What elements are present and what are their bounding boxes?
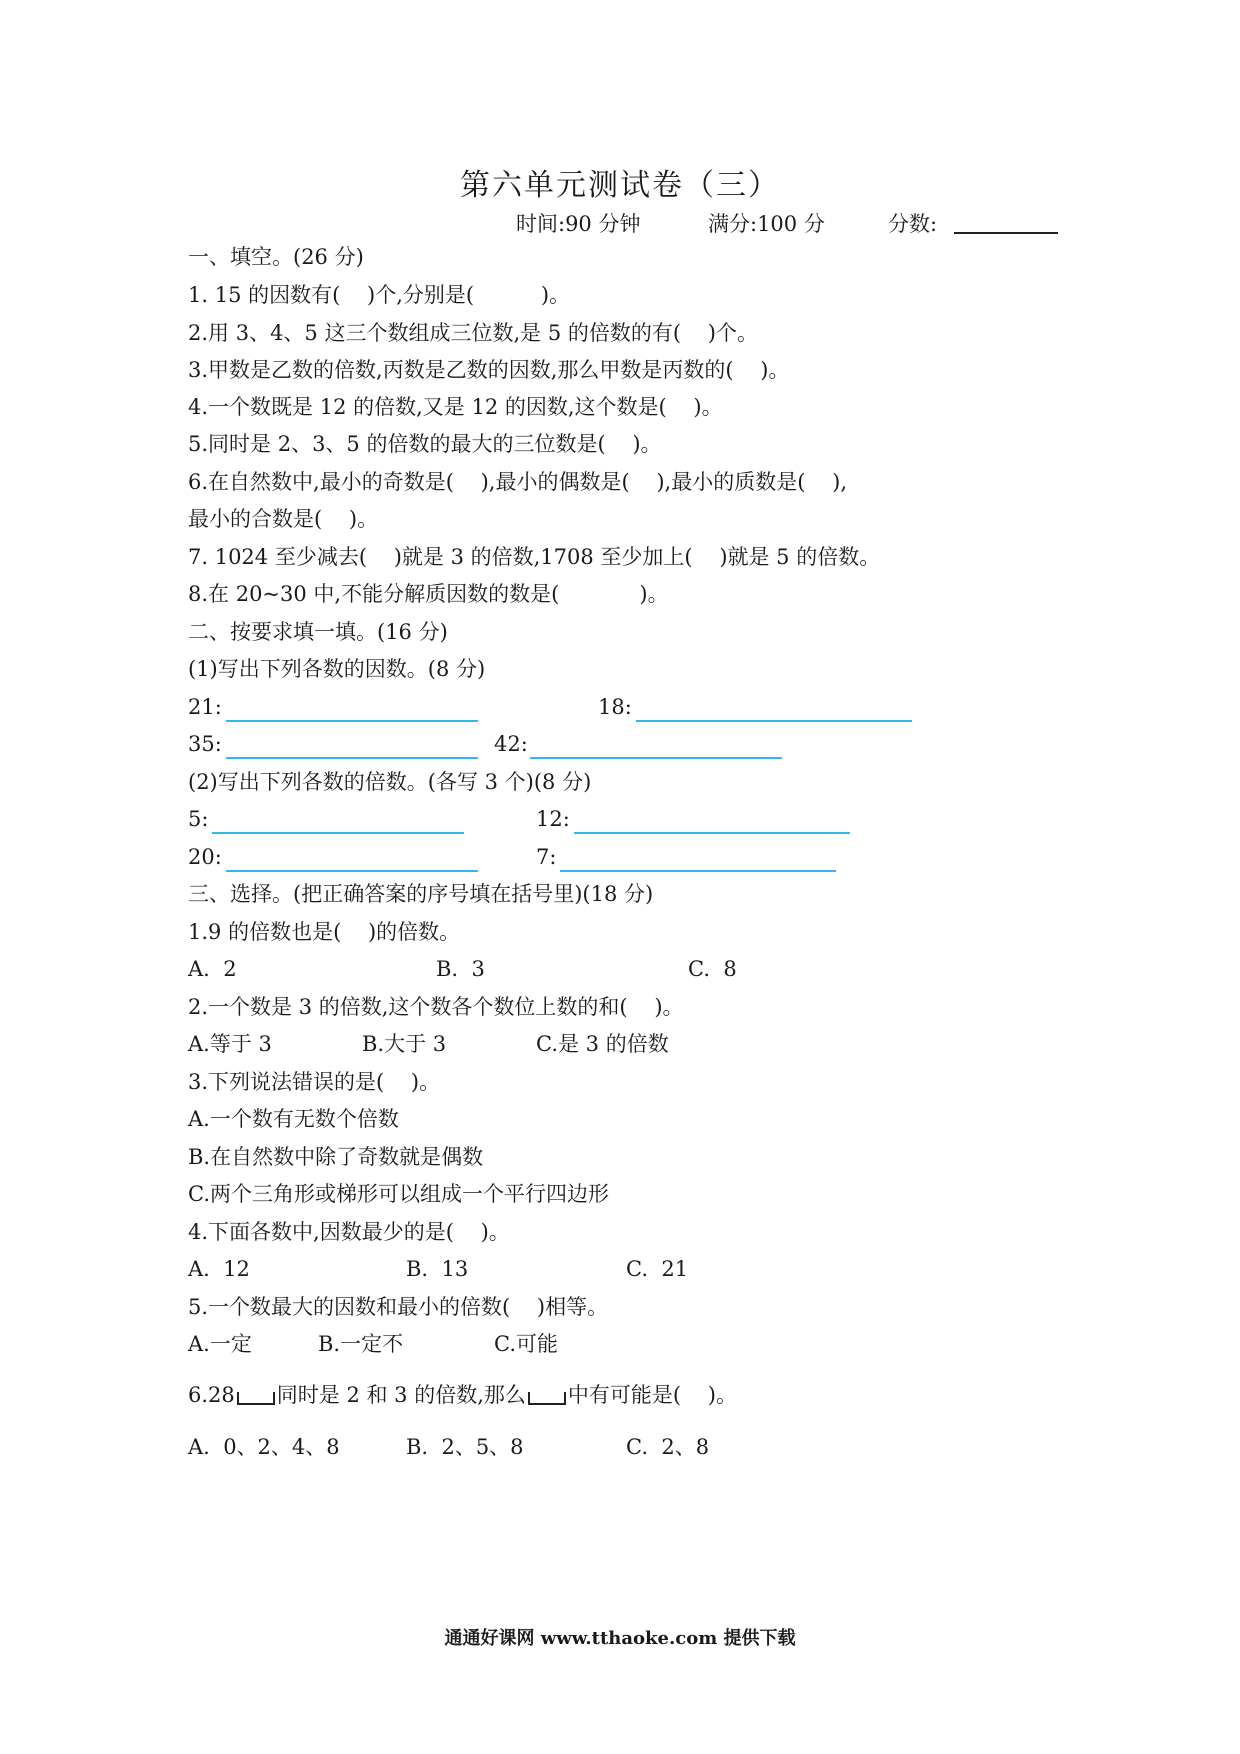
option-3-4-a: A. 12 [188, 1257, 250, 1281]
page-title: 第六单元测试卷（三） [460, 168, 780, 203]
section-1-heading: 一、填空。(26 分) [188, 245, 364, 269]
answer-line-21[interactable] [226, 720, 478, 722]
option-3-5-c: C.可能 [494, 1332, 558, 1356]
score-blank[interactable] [954, 232, 1058, 234]
label-35: 35: [188, 732, 222, 756]
option-3-5-b: B.一定不 [318, 1332, 404, 1356]
answer-line-12[interactable] [574, 832, 850, 834]
part-2-1-heading: (1)写出下列各数的因数。(8 分) [188, 657, 486, 681]
label-12: 12: [536, 807, 570, 831]
label-7: 7: [536, 845, 557, 869]
option-3-6-a: A. 0、2、4、8 [188, 1435, 340, 1459]
digit-box[interactable] [528, 1392, 566, 1405]
question-3-6 [188, 1380, 737, 1410]
option-3-2-c: C.是 3 的倍数 [536, 1032, 669, 1056]
full-score: 满分:100 分 [708, 212, 825, 236]
answer-line-20[interactable] [226, 870, 478, 872]
question-3-1: 1.9 的倍数也是( )的倍数。 [188, 920, 461, 944]
question-1-6: 6.在自然数中,最小的奇数是( ),最小的偶数是( ),最小的质数是( ), [188, 470, 847, 494]
question-3-4: 4.下面各数中,因数最少的是( )。 [188, 1220, 510, 1244]
question-1-8: 8.在 20~30 中,不能分解质因数的数是( )。 [188, 582, 669, 606]
question-1-2: 2.用 3、4、5 这三个数组成三位数,是 5 的倍数的有( )个。 [188, 321, 758, 345]
option-3-3-a: A.一个数有无数个倍数 [188, 1107, 399, 1131]
question-3-6-part2: 同时是 2 和 3 的倍数,那么 [276, 1383, 526, 1407]
footer-source: 通通好课网 www.tthaoke.com 提供下载 [444, 1628, 796, 1649]
answer-line-18[interactable] [636, 720, 912, 722]
answer-line-42[interactable] [530, 757, 782, 759]
score-label: 分数: [888, 212, 938, 236]
option-3-4-b: B. 13 [406, 1257, 469, 1281]
option-3-1-a: A. 2 [188, 957, 237, 981]
question-1-7: 7. 1024 至少减去( )就是 3 的倍数,1708 至少加上( )就是 5 的倍数。 [188, 545, 881, 569]
part-2-2-heading: (2)写出下列各数的倍数。(各写 3 个)(8 分) [188, 770, 592, 794]
question-3-2: 2.一个数是 3 的倍数,这个数各个数位上数的和( )。 [188, 995, 684, 1019]
label-5: 5: [188, 807, 209, 831]
option-3-1-b: B. 3 [436, 957, 485, 981]
answer-line-7[interactable] [560, 870, 836, 872]
question-1-1: 1. 15 的因数有( )个,分别是( )。 [188, 283, 571, 307]
option-3-6-b: B. 2、5、8 [406, 1435, 524, 1459]
answer-line-35[interactable] [226, 757, 478, 759]
label-18: 18: [598, 695, 632, 719]
option-3-3-c: C.两个三角形或梯形可以组成一个平行四边形 [188, 1182, 609, 1206]
question-3-5: 5.一个数最大的因数和最小的倍数( )相等。 [188, 1295, 609, 1319]
question-3-6-part3: 中有可能是( )。 [567, 1383, 737, 1407]
option-3-5-a: A.一定 [188, 1332, 252, 1356]
option-3-2-a: A.等于 3 [188, 1032, 272, 1056]
label-20: 20: [188, 845, 222, 869]
question-3-6-part1: 6.28 [188, 1383, 235, 1407]
section-3-heading: 三、选择。(把正确答案的序号填在括号里)(18 分) [188, 882, 654, 906]
label-42: 42: [494, 732, 528, 756]
question-1-6-cont: 最小的合数是( )。 [188, 507, 379, 531]
question-1-5: 5.同时是 2、3、5 的倍数的最大的三位数是( )。 [188, 432, 662, 456]
digit-box[interactable] [237, 1392, 275, 1405]
option-3-1-c: C. 8 [688, 957, 737, 981]
question-1-3: 3.甲数是乙数的倍数,丙数是乙数的因数,那么甲数是丙数的( )。 [188, 358, 790, 382]
answer-line-5[interactable] [212, 832, 464, 834]
option-3-2-b: B.大于 3 [362, 1032, 447, 1056]
option-3-3-b: B.在自然数中除了奇数就是偶数 [188, 1145, 484, 1169]
section-2-heading: 二、按要求填一填。(16 分) [188, 620, 448, 644]
exam-time: 时间:90 分钟 [516, 212, 641, 236]
question-3-3: 3.下列说法错误的是( )。 [188, 1070, 441, 1094]
question-1-4: 4.一个数既是 12 的倍数,又是 12 的因数,这个数是( )。 [188, 395, 723, 419]
option-3-4-c: C. 21 [626, 1257, 689, 1281]
option-3-6-c: C. 2、8 [626, 1435, 710, 1459]
label-21: 21: [188, 695, 222, 719]
